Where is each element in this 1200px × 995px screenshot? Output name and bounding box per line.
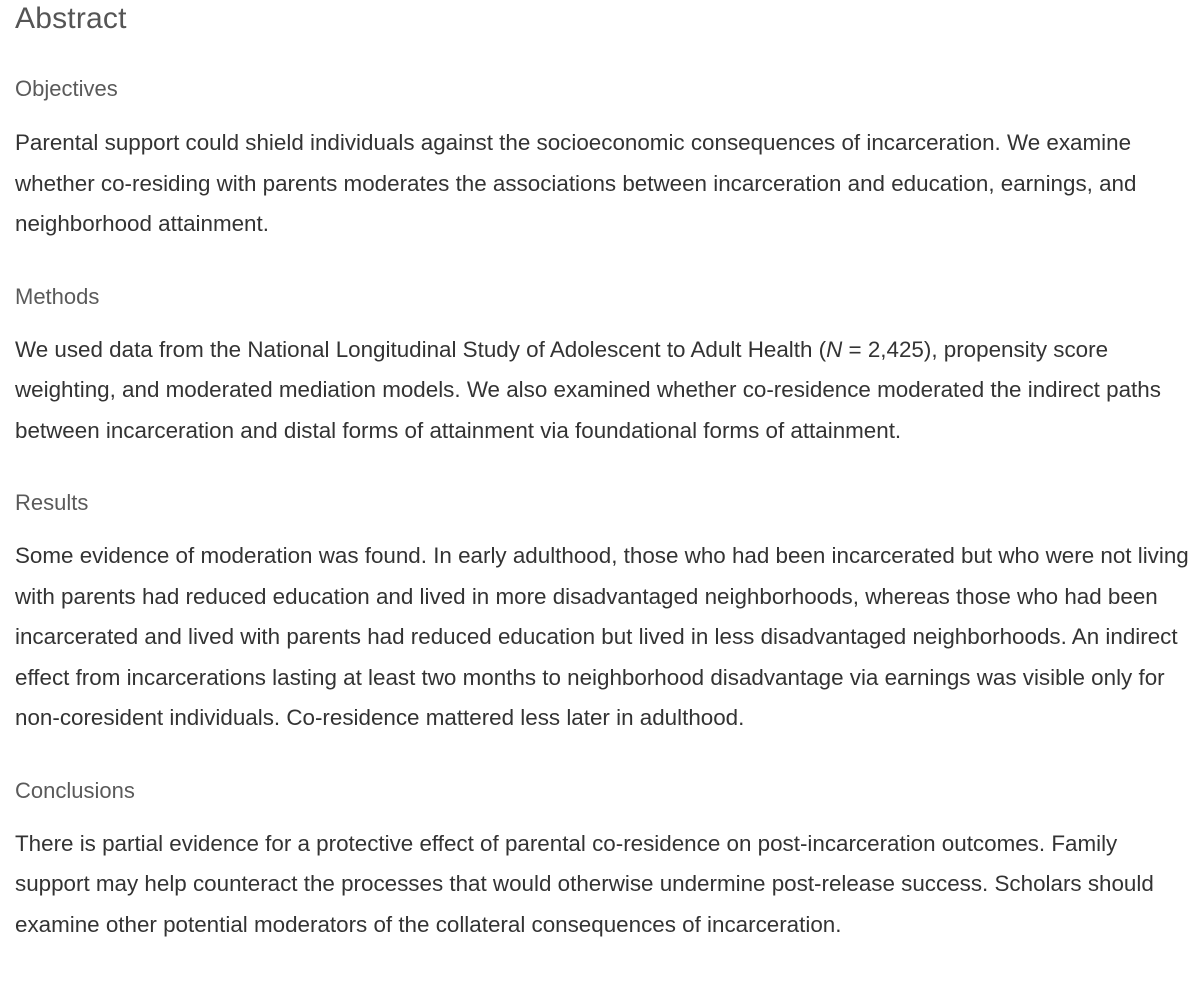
abstract-title: Abstract: [15, 2, 127, 35]
methods-sample-size-symbol: N: [826, 336, 843, 362]
methods-text-start: We used data from the National Longitudinal Study of Adolescent to Adult Health (: [15, 336, 827, 362]
conclusions-heading: Conclusions: [15, 777, 135, 803]
results-text: Some evidence of moderation was found. In early adulthood, those who had been incarcerated but who were not living with parents had reduced education and lived in more disadvantaged neighborhoods, whereas those who had been incarcerated and lived with parents had reduced education but lived in less disadvantaged neighborhoods. An indirect effect from incarcerations lasting at least two months to neighborhood disadvantage via earnings was visible only for non-coresident individuals. Co-residence mattered less later in adulthood.: [15, 543, 1189, 730]
methods-text-end: = 2,425), propensity score weighting, and moderated mediation models. We also examined whether co-residence moderated the indirect paths between incarceration and distal forms of attainment via foundational forms of attainment.: [15, 336, 1161, 443]
objectives-heading: Objectives: [15, 76, 118, 101]
section-objectives: [15, 75, 1190, 245]
section-conclusions: [15, 777, 1190, 946]
results-heading: Results: [15, 490, 89, 515]
methods-text: [15, 330, 1190, 452]
objectives-text: Parental support could shield individuals against the socioeconomic consequences of incarceration. We examine whether co-residing with parents moderates the associations between incarceration and education, earnings, and neighborhood attainment.: [15, 130, 1137, 236]
conclusions-text: There is partial evidence for a protective effect of parental co-residence on post-incarceration outcomes. Family support may help counteract the processes that would otherwise undermine post-release success. Scholars should examine other potential moderators of the collateral consequences of incarceration.: [15, 830, 1154, 937]
methods-heading: Methods: [15, 283, 100, 309]
section-results: [15, 489, 1190, 739]
abstract: [15, 0, 1190, 945]
section-methods: [15, 283, 1190, 452]
